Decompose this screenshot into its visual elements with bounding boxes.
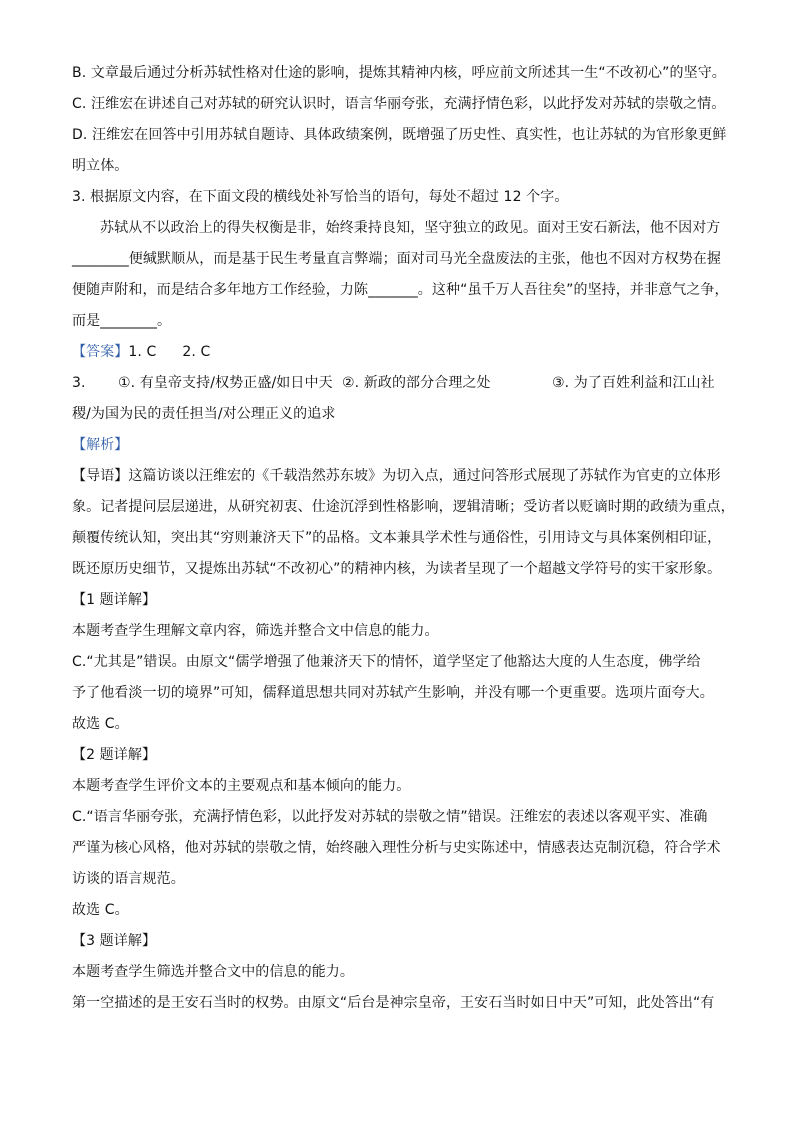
analysis-line: 故选 C。	[72, 716, 129, 732]
answer-q3-b: ②. 新政的部分合理之处	[342, 375, 491, 391]
answer-q3-c: ③. 为了百姓利益和江山社	[552, 375, 715, 391]
answer-q1: 1. C	[128, 344, 157, 360]
answer-q2: 2. C	[182, 344, 211, 360]
analysis-line: 访谈的语言规范。	[72, 871, 185, 887]
answer-label: 【答案】	[72, 344, 129, 360]
analysis-line: 本题考查学生理解文章内容，筛选并整合文中信息的能力。	[72, 623, 439, 639]
analysis-line: 本题考查学生筛选并整合文中的信息的能力。	[72, 964, 354, 980]
section-heading-1: 【1 题详解】	[72, 592, 157, 608]
analysis-line: 象。记者提问层层递进，从研究初衷、仕途沉浮到性格影响，逻辑清晰；受访者以贬谪时期的政绩为重点，	[72, 499, 735, 515]
analysis-line: 故选 C。	[72, 902, 129, 918]
analysis-line: 予了他看淡一切的境界”可知，儒释道思想共同对苏轼产生影响，并没有哪一个更重要。选项片面夸大。	[72, 685, 714, 701]
passage-line-2: ________便缄默顺从，而是基于民生考量直言弊端；面对司马光全盘废法的主张，他也不因对方权势在握	[72, 251, 721, 267]
analysis-line: 既还原历史细节，又提炼出苏轼“不改初心”的精神内核，为读者呈现了一个超越文学符号的实干家形象。	[72, 561, 722, 577]
answer-q3-cont: 稷/为国为民的责任担当/对公理正义的追求	[72, 406, 336, 422]
passage-line-1: 苏轼从不以政治上的得失权衡是非，始终秉持良知，坚守独立的政见。面对王安石新法，他不因对方	[100, 220, 721, 236]
option-d: D. 汪维宏在回答中引用苏轼自题诗、具体政绩案例，既增强了历史性、真实性，也让苏轼的为官形象更鲜	[72, 127, 727, 143]
section-heading-2: 【2 题详解】	[72, 747, 157, 763]
option-b: B. 文章最后通过分析苏轼性格对仕途的影响，提炼其精神内核，呼应前文所述其一生“不改初心”的坚守。	[72, 65, 726, 81]
answer-q3-a: ①. 有皇帝支持/权势正盛/如日中天	[118, 375, 333, 391]
analysis-line: C.“尤其是”错误。由原文“儒学增强了他兼济天下的情怀，道学坚定了他豁达大度的人生态度，佛学给	[72, 654, 701, 670]
option-d-cont: 明立体。	[72, 158, 129, 174]
passage-line-4: 而是________。	[72, 313, 172, 329]
option-c: C. 汪维宏在讲述自己对苏轼的研究认识时，语言华丽夸张，充满抒情色彩，以此抒发对苏轼的崇敬之情。	[72, 96, 726, 112]
question-3: 3. 根据原文内容，在下面文段的横线处补写恰当的语句，每处不超过 12 个字。	[72, 189, 569, 205]
analysis-label: 【解析】	[72, 437, 129, 453]
passage-line-3: 便随声附和，而是结合多年地方工作经验，力陈_______。这种“虽千万人吾往矣”的坚持，并非意气之争，	[72, 282, 729, 298]
analysis-line: C.“语言华丽夸张，充满抒情色彩，以此抒发对苏轼的崇敬之情”错误。汪维宏的表述以客观平实、准确	[72, 809, 708, 825]
analysis-line: 本题考查学生评价文本的主要观点和基本倾向的能力。	[72, 778, 411, 794]
document-page	[72, 63, 735, 1024]
section-heading-3: 【3 题详解】	[72, 933, 157, 949]
answer-q3-num: 3.	[72, 375, 86, 391]
answer-q3-row	[72, 373, 732, 404]
answer-row	[72, 342, 732, 373]
analysis-line: 颠覆传统认知，突出其“穷则兼济天下”的品格。文本兼具学术性与通俗性，引用诗文与具体案例相印证，	[72, 530, 722, 546]
analysis-line: 严谨为核心风格，他对苏轼的崇敬之情，始终融入理性分析与史实陈述中，情感表达克制沉稳，符合学术	[72, 840, 721, 856]
analysis-line: 第一空描述的是王安石当时的权势。由原文“后台是神宗皇帝，王安石当时如日中天”可知，此处答出“有	[72, 995, 715, 1011]
analysis-line: 【导语】这篇访谈以汪维宏的《千载浩然苏东坡》为切入点，通过问答形式展现了苏轼作为官吏的立体形	[72, 468, 721, 484]
